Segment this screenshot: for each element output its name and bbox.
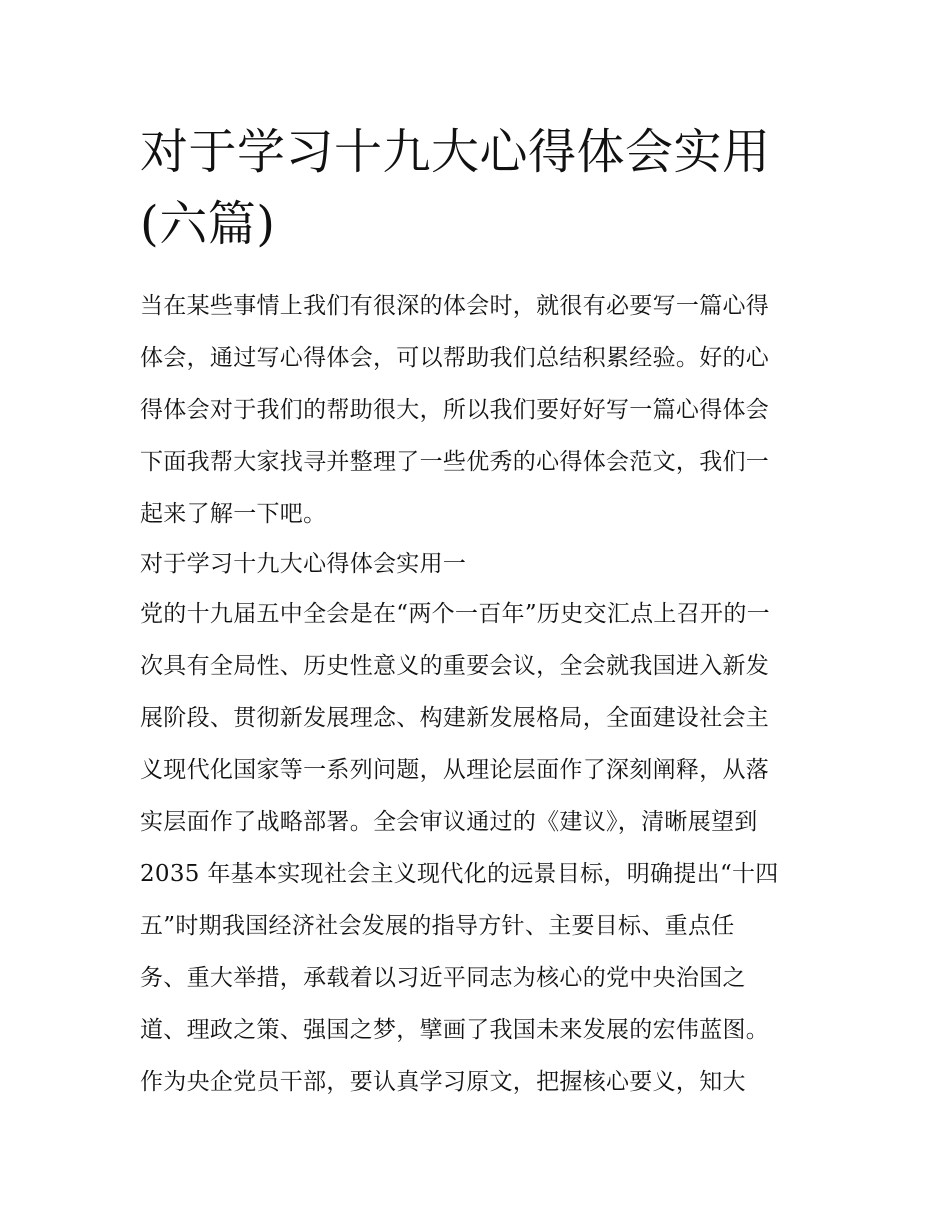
section-line: 务、重大举措，承载着以习近平同志为核心的党中央治国之 [140,965,746,991]
section-heading: 对于学习十九大心得体会实用一 [140,551,467,577]
section-line: 2035 年基本实现社会主义现代化的远景目标，明确提出“十四 [140,861,779,887]
section-line: 五”时期我国经济社会发展的指导方针、主要目标、重点任 [140,913,735,939]
document-body [140,280,830,1108]
intro-line: 体会，通过写心得体会，可以帮助我们总结积累经验。好的心 [140,345,770,371]
section-line: 实层面作了战略部署。全会审议通过的《建议》，清晰展望到 [140,809,758,835]
intro-line: 起来了解一下吧。 [140,501,327,527]
intro-line: 得体会对于我们的帮助很大，所以我们要好好写一篇心得体会 [140,397,770,423]
document-title [140,116,830,260]
title-line: (六篇) [140,196,276,252]
intro-line: 当在某些事情上我们有很深的体会时，就很有必要写一篇心得 [140,293,770,319]
section-line: 次具有全局性、历史性意义的重要会议，全会就我国进入新发 [140,653,770,679]
section-line: 党的十九届五中全会是在“两个一百年”历史交汇点上召开的一 [140,601,770,627]
intro-line: 下面我帮大家找寻并整理了一些优秀的心得体会范文，我们一 [140,449,770,475]
section-line: 展阶段、贯彻新发展理念、构建新发展格局，全面建设社会主 [140,705,770,731]
section-line: 义现代化国家等一系列问题，从理论层面作了深刻阐释，从落 [140,757,770,783]
title-line: 对于学习十九大心得体会实用 [140,124,771,180]
section-line: 作为央企党员干部，要认真学习原文，把握核心要义，知大 [140,1069,746,1095]
section-line: 道、理政之策、强国之梦，擘画了我国未来发展的宏伟蓝图。 [140,1017,770,1043]
